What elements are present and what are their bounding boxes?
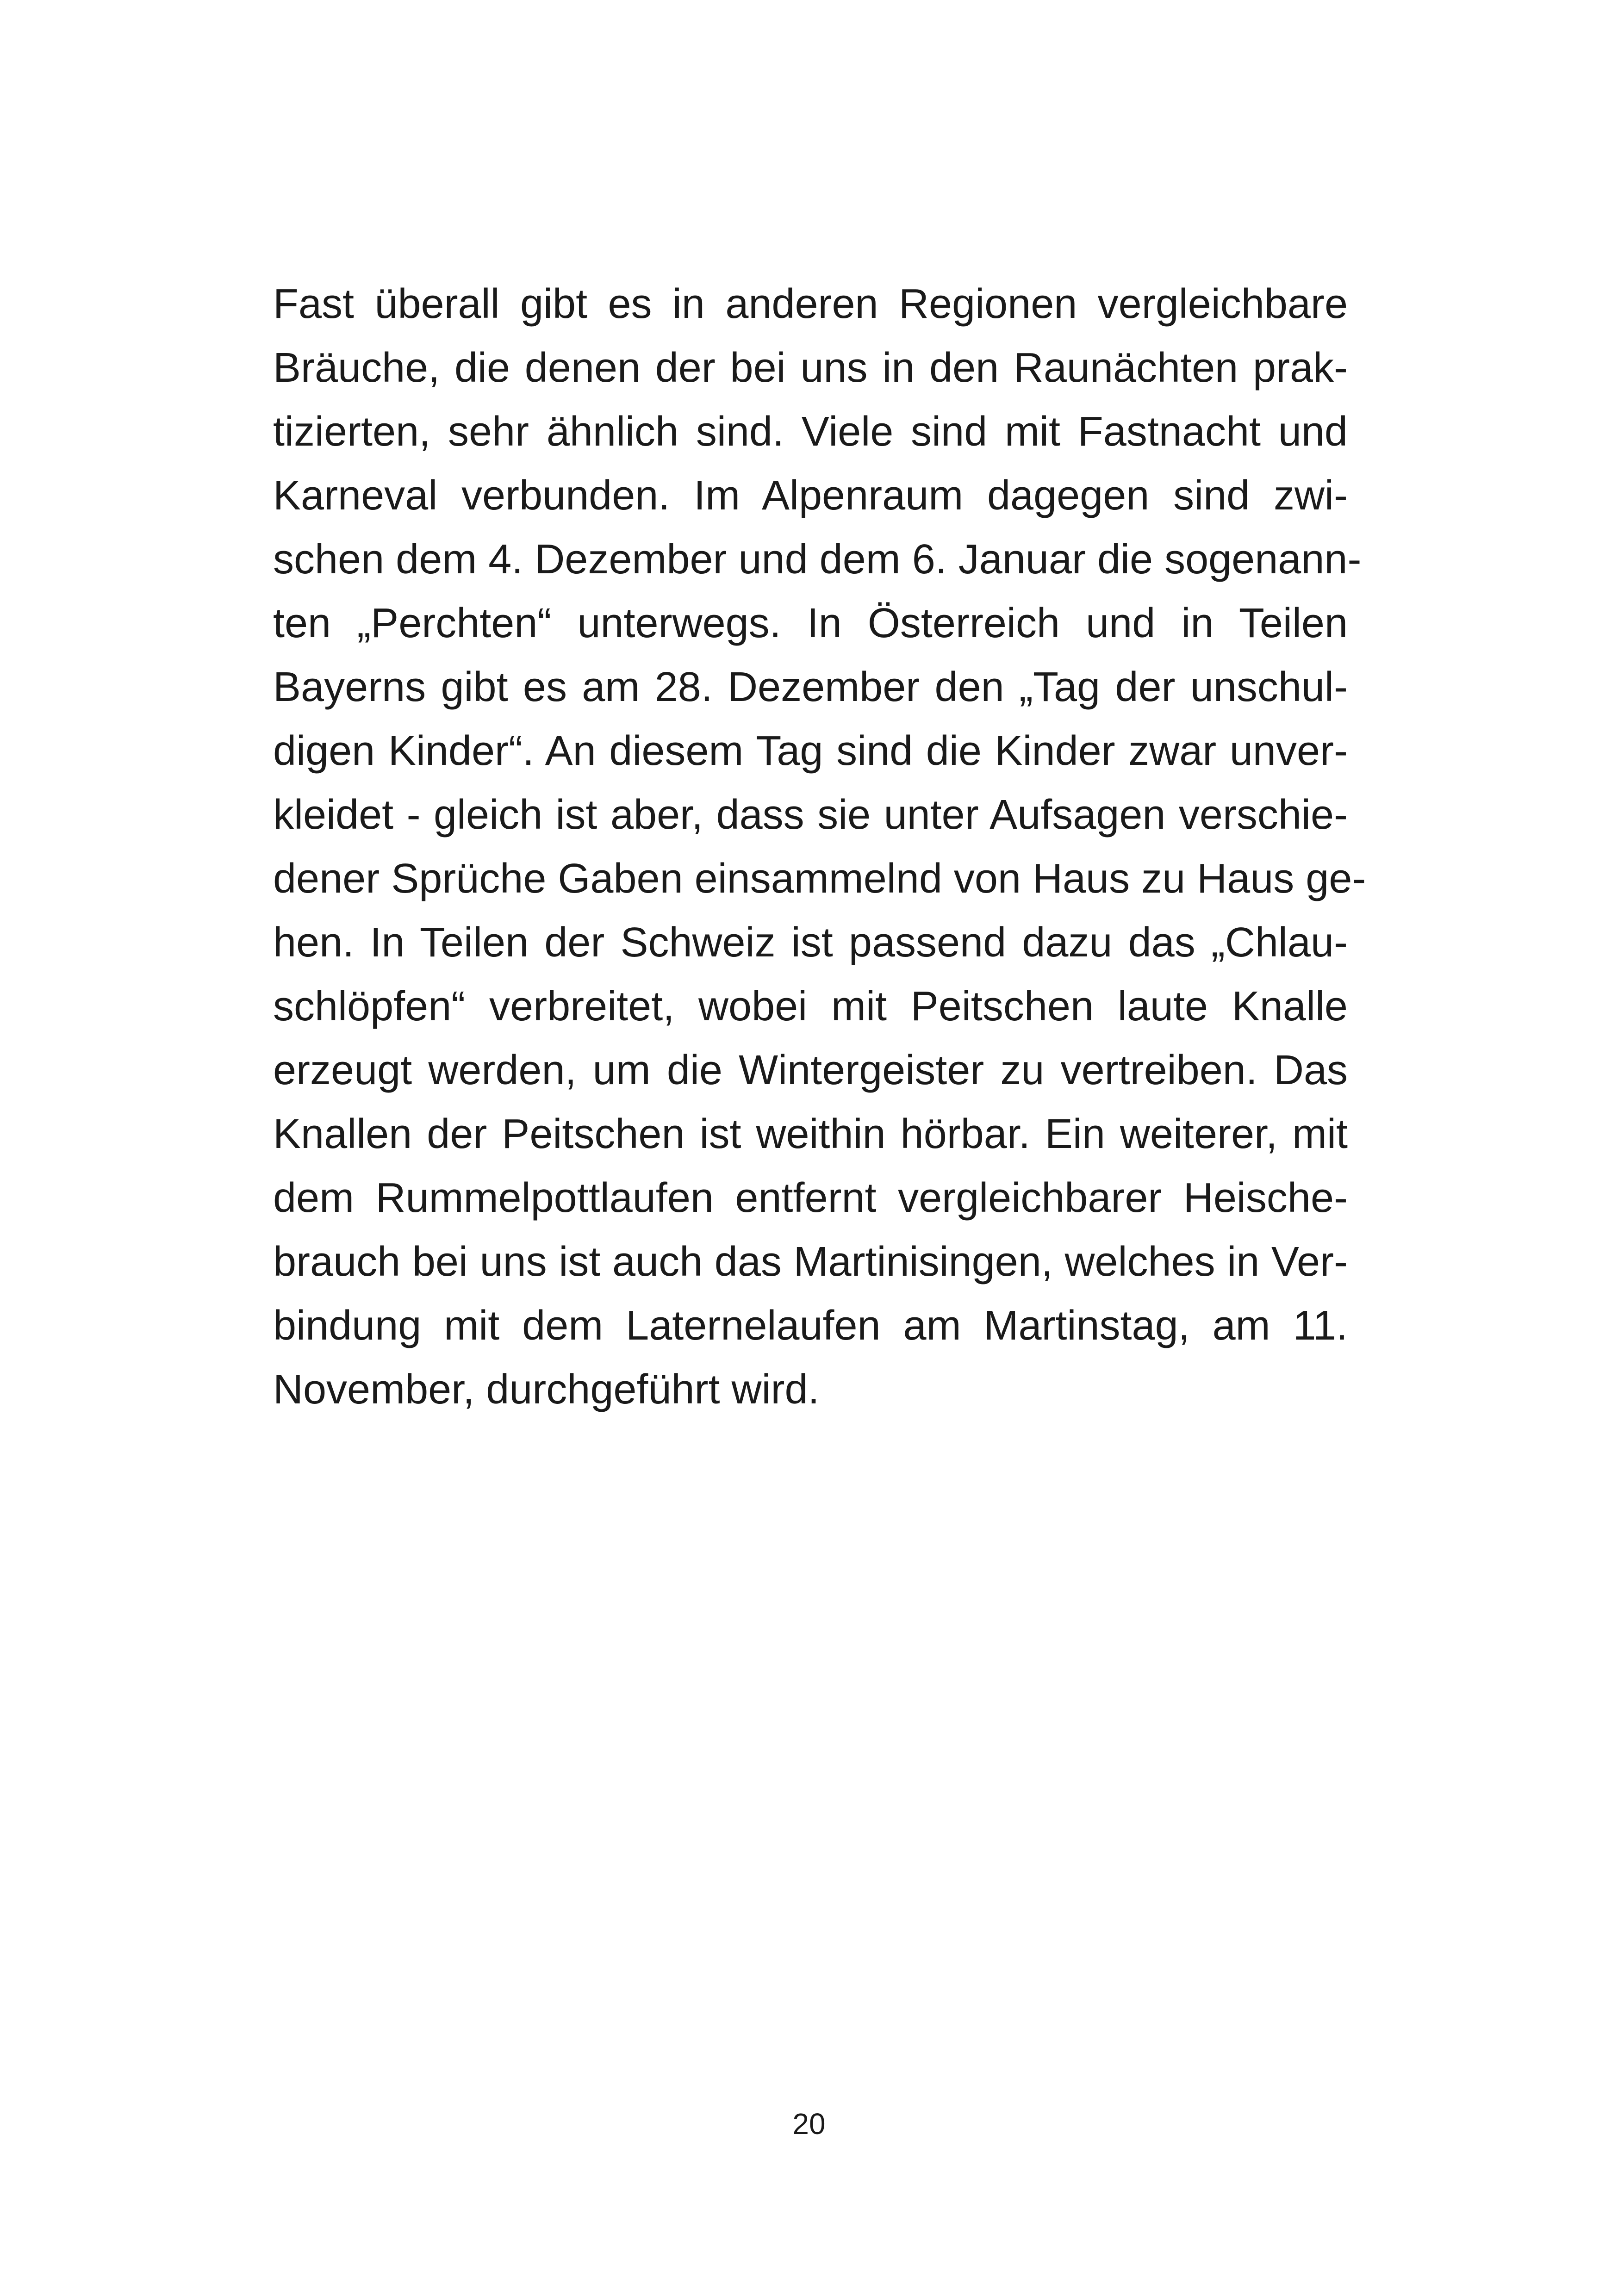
text-line: dener Sprüche Gaben einsammelnd von Haus zu Haus ge- — [273, 856, 1366, 902]
text-line: erzeugt werden, um die Wintergeister zu vertreiben. Das — [273, 1047, 1348, 1093]
text-line: brauch bei uns ist auch das Martinisingen, welches in Ver- — [273, 1239, 1348, 1285]
text-line: Fast überall gibt es in anderen Regionen vergleichbare — [273, 281, 1348, 327]
text-line: Bayerns gibt es am 28. Dezember den „Tag der unschul- — [273, 664, 1348, 710]
text-line: bindung mit dem Laternelaufen am Martinstag, am 11. — [273, 1303, 1348, 1349]
text-line: tizierten, sehr ähnlich sind. Viele sind mit Fastnacht und — [273, 409, 1348, 455]
body-paragraph — [273, 272, 1366, 1421]
text-line: hen. In Teilen der Schweiz ist passend dazu das „Chlau- — [273, 919, 1348, 966]
text-line: dem Rummelpottlaufen entfernt vergleichbarer Heische- — [273, 1175, 1348, 1221]
text-line: Bräuche, die denen der bei uns in den Raunächten prak- — [273, 345, 1348, 391]
text-line: ten „Perchten“ unterwegs. In Österreich und in Teilen — [273, 600, 1348, 646]
text-line-last: November, durchgeführt wird. — [273, 1366, 820, 1413]
text-line: schlöpfen“ verbreitet, wobei mit Peitschen laute Knalle — [273, 983, 1348, 1030]
text-line: schen dem 4. Dezember und dem 6. Januar die sogenann- — [273, 536, 1362, 583]
text-line: Knallen der Peitschen ist weithin hörbar. Ein weiterer, mit — [273, 1111, 1348, 1157]
text-line: Karneval verbunden. Im Alpenraum dagegen sind zwi- — [273, 472, 1348, 519]
page-number: 20 — [792, 2107, 826, 2141]
text-line: kleidet - gleich ist aber, dass sie unter Aufsagen verschie- — [273, 792, 1348, 838]
text-line: digen Kinder“. An diesem Tag sind die Kinder zwar unver- — [273, 728, 1348, 774]
